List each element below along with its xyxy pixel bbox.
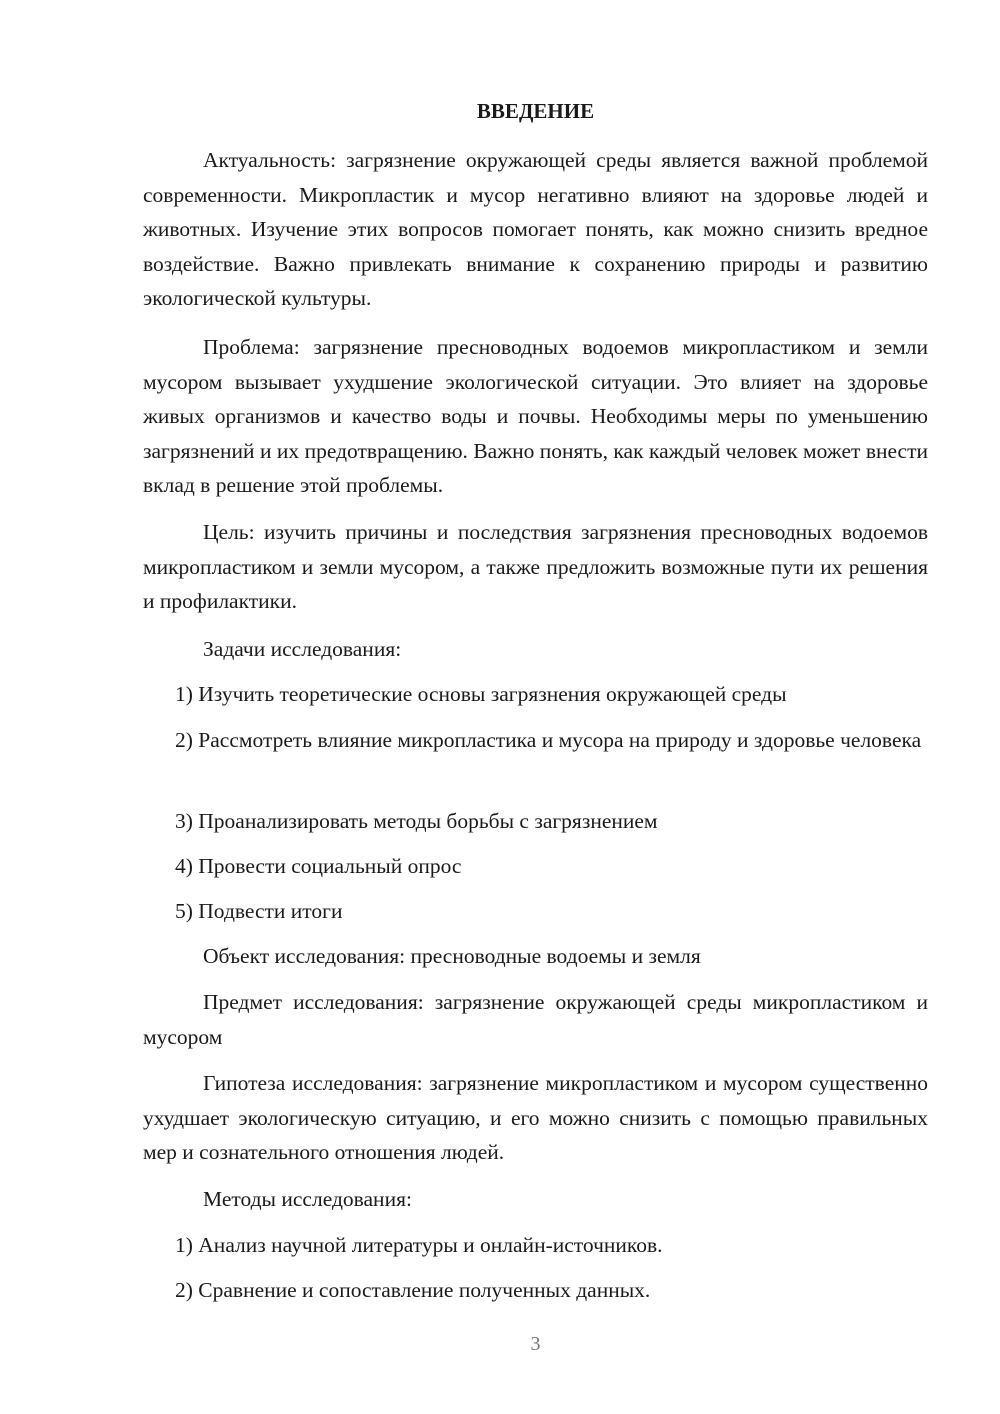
paragraph-goal: Цель: изучить причины и последствия загрязнения пресноводных водоемов микропластиком и земли мусором, а также предложить возможные пути их решения и профилактики. [143,520,928,613]
task-item-3: 3) Проанализировать методы борьбы с загрязнением [175,809,658,833]
section-title: ВВЕДЕНИЕ [476,99,595,123]
method-item-1: 1) Анализ научной литературы и онлайн-источников. [175,1233,663,1257]
page-number: 3 [530,1333,541,1355]
paragraph-subject: Предмет исследования: загрязнение окружающей среды микропластиком и мусором [143,990,928,1049]
task-item-5: 5) Подвести итоги [175,899,343,923]
task-item-1: 1) Изучить теоретические основы загрязнения окружающей среды [175,682,787,706]
paragraph-object: Объект исследования: пресноводные водоемы и земля [203,944,701,968]
paragraph-hypothesis: Гипотеза исследования: загрязнение микропластиком и мусором существенно ухудшает экологическую ситуацию, и его можно снизить с помощью правильных мер и сознательного отношения людей. [143,1071,928,1164]
tasks-heading: Задачи исследования: [203,637,402,661]
paragraph-problem: Проблема: загрязнение пресноводных водоемов микропластиком и земли мусором вызывает ухудшение экологической ситуации. Это влияет на здоровье живых организмов и качество воды и почвы. Необходимы меры по уменьшению загрязнений и их предотвращению. Важно понять, как каждый человек может внести вклад в решение этой проблемы. [143,335,928,497]
task-item-2: 2) Рассмотреть влияние микропластика и мусора на природу и здоровье человека [175,728,922,752]
method-item-2: 2) Сравнение и сопоставление полученных данных. [175,1278,651,1302]
task-item-4: 4) Провести социальный опрос [175,854,462,878]
methods-heading: Методы исследования: [203,1187,412,1211]
paragraph-relevance: Актуальность: загрязнение окружающей среды является важной проблемой современности. Микропластик и мусор негативно влияют на здоровье людей и животных. Изучение этих вопросов помогает понять, как можно снизить вредное воздействие. Важно привлекать внимание к сохранению природы и развитию экологической культуры. [143,148,928,310]
